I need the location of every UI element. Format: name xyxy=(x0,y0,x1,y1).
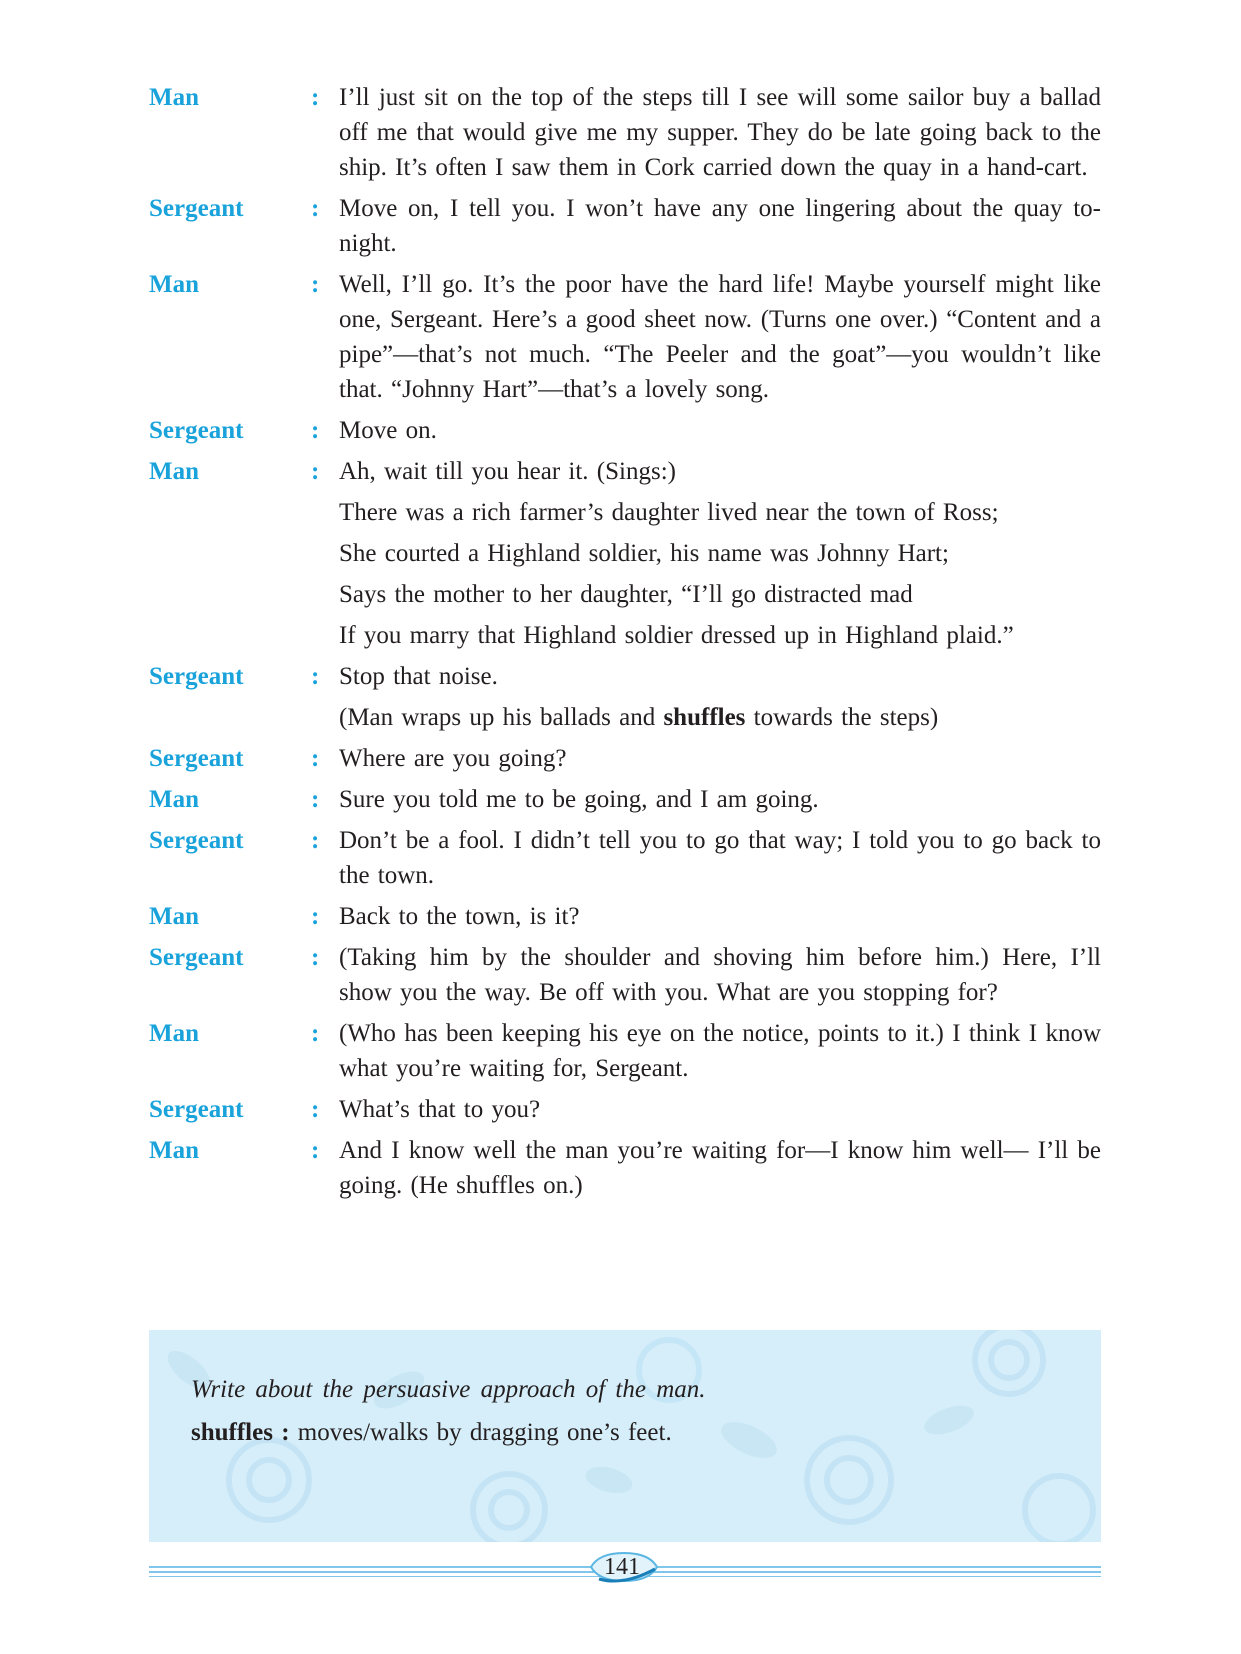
song-line xyxy=(149,495,1101,530)
speaker-name: Man xyxy=(149,786,199,813)
colon: : xyxy=(311,827,320,854)
song-line xyxy=(149,577,1101,612)
page-footer xyxy=(149,1548,1101,1588)
dialogue-entry xyxy=(149,1133,1101,1203)
glossary-entry xyxy=(191,1415,1061,1450)
speaker-name: Sergeant xyxy=(149,944,244,971)
colon: : xyxy=(311,458,320,485)
song-line-text: If you marry that Highland soldier dressed up in Highland plaid.” xyxy=(339,622,1014,649)
colon: : xyxy=(311,84,320,111)
colon: : xyxy=(311,1137,320,1164)
stage-direction-text: towards the steps) xyxy=(753,704,939,731)
speaker-name: Sergeant xyxy=(149,195,244,222)
song-line xyxy=(149,618,1101,653)
colon: : xyxy=(311,1020,320,1047)
speech-text: What’s that to you? xyxy=(339,1096,541,1123)
speech-text: Don’t be a fool. I didn’t tell you to go that way; I told you to go back to the town. xyxy=(339,827,1101,889)
stage-direction-text: (Man wraps up his ballads and xyxy=(339,704,656,731)
note-prompt: Write about the persuasive approach of the man. xyxy=(191,1376,706,1403)
dialogue-entry xyxy=(149,782,1101,817)
song-line-text: Says the mother to her daughter, “I’ll go distracted mad xyxy=(339,581,913,608)
speaker-name: Sergeant xyxy=(149,663,244,690)
speaker-name: Man xyxy=(149,903,199,930)
dialogue-entry xyxy=(149,659,1101,694)
glossary-definition: moves/walks by dragging one’s feet. xyxy=(297,1419,672,1446)
speaker-name: Man xyxy=(149,1020,199,1047)
speech-text: Move on. xyxy=(339,417,437,444)
dialogue-entry xyxy=(149,823,1101,893)
dialogue-entry xyxy=(149,413,1101,448)
speaker-name: Man xyxy=(149,458,199,485)
note-box xyxy=(149,1330,1101,1542)
speech-text: Sure you told me to be going, and I am going. xyxy=(339,786,819,813)
colon: : xyxy=(311,1096,320,1123)
dialogue-entry xyxy=(149,80,1101,185)
speaker-name: Man xyxy=(149,271,199,298)
speaker-name: Sergeant xyxy=(149,417,244,444)
dialogue xyxy=(149,80,1101,1209)
song-line-text: She courted a Highland soldier, his name was Johnny Hart; xyxy=(339,540,949,567)
song-line xyxy=(149,536,1101,571)
colon: : xyxy=(311,195,320,222)
dialogue-entry xyxy=(149,267,1101,407)
colon: : xyxy=(311,903,320,930)
speech-text: Move on, I tell you. I won’t have any one lingering about the quay to-night. xyxy=(339,195,1101,257)
colon: : xyxy=(311,745,320,772)
speech-text: Where are you going? xyxy=(339,745,567,772)
colon: : xyxy=(311,417,320,444)
speech-text: Stop that noise. xyxy=(339,663,498,690)
speech-text: (Who has been keeping his eye on the notice, points to it.) I think I know what you’re waiting for, Sergeant. xyxy=(339,1020,1101,1082)
speech-text: (Taking him by the shoulder and shoving him before him.) Here, I’ll show you the way. Be off with you. What are you stopping for? xyxy=(339,944,1101,1006)
colon: : xyxy=(311,271,320,298)
song-line-text: There was a rich farmer’s daughter lived near the town of Ross; xyxy=(339,499,999,526)
dialogue-entry xyxy=(149,1016,1101,1086)
speech-text: Back to the town, is it? xyxy=(339,903,580,930)
speaker-name: Man xyxy=(149,84,199,111)
speech-text: Well, I’ll go. It’s the poor have the hard life! Maybe yourself might like one, Sergeant. Here’s a good sheet now. (Turns one over.) “Content and a pipe”—that’s not much. “The Peeler and the goat”—you wouldn’t like that. “Johnny Hart”—that’s a lovely song. xyxy=(339,271,1101,403)
page-number: 141 xyxy=(604,1554,640,1580)
dialogue-entry xyxy=(149,940,1101,1010)
dialogue-entry xyxy=(149,741,1101,776)
speaker-name: Man xyxy=(149,1137,199,1164)
dialogue-entry xyxy=(149,191,1101,261)
dialogue-entry xyxy=(149,899,1101,934)
glossed-word: shuffles xyxy=(663,704,746,731)
dialogue-entry xyxy=(149,1092,1101,1127)
speech-text: And I know well the man you’re waiting for—I know him well— I’ll be going. (He shuffles on.) xyxy=(339,1137,1101,1199)
glossary-term: shuffles : xyxy=(191,1419,290,1446)
colon: : xyxy=(311,663,320,690)
colon: : xyxy=(311,944,320,971)
speaker-name: Sergeant xyxy=(149,745,244,772)
speaker-name: Sergeant xyxy=(149,1096,244,1123)
speech-text: Ah, wait till you hear it. (Sings:) xyxy=(339,458,676,485)
speech-text: I’ll just sit on the top of the steps till I see will some sailor buy a ballad off me that would give me my supper. They do be late going back to the ship. It’s often I saw them in Cork carried down the quay in a hand-cart. xyxy=(339,84,1101,181)
colon: : xyxy=(311,786,320,813)
dialogue-entry xyxy=(149,454,1101,489)
speaker-name: Sergeant xyxy=(149,827,244,854)
stage-direction xyxy=(149,700,1101,735)
page-number-badge xyxy=(589,1550,659,1584)
